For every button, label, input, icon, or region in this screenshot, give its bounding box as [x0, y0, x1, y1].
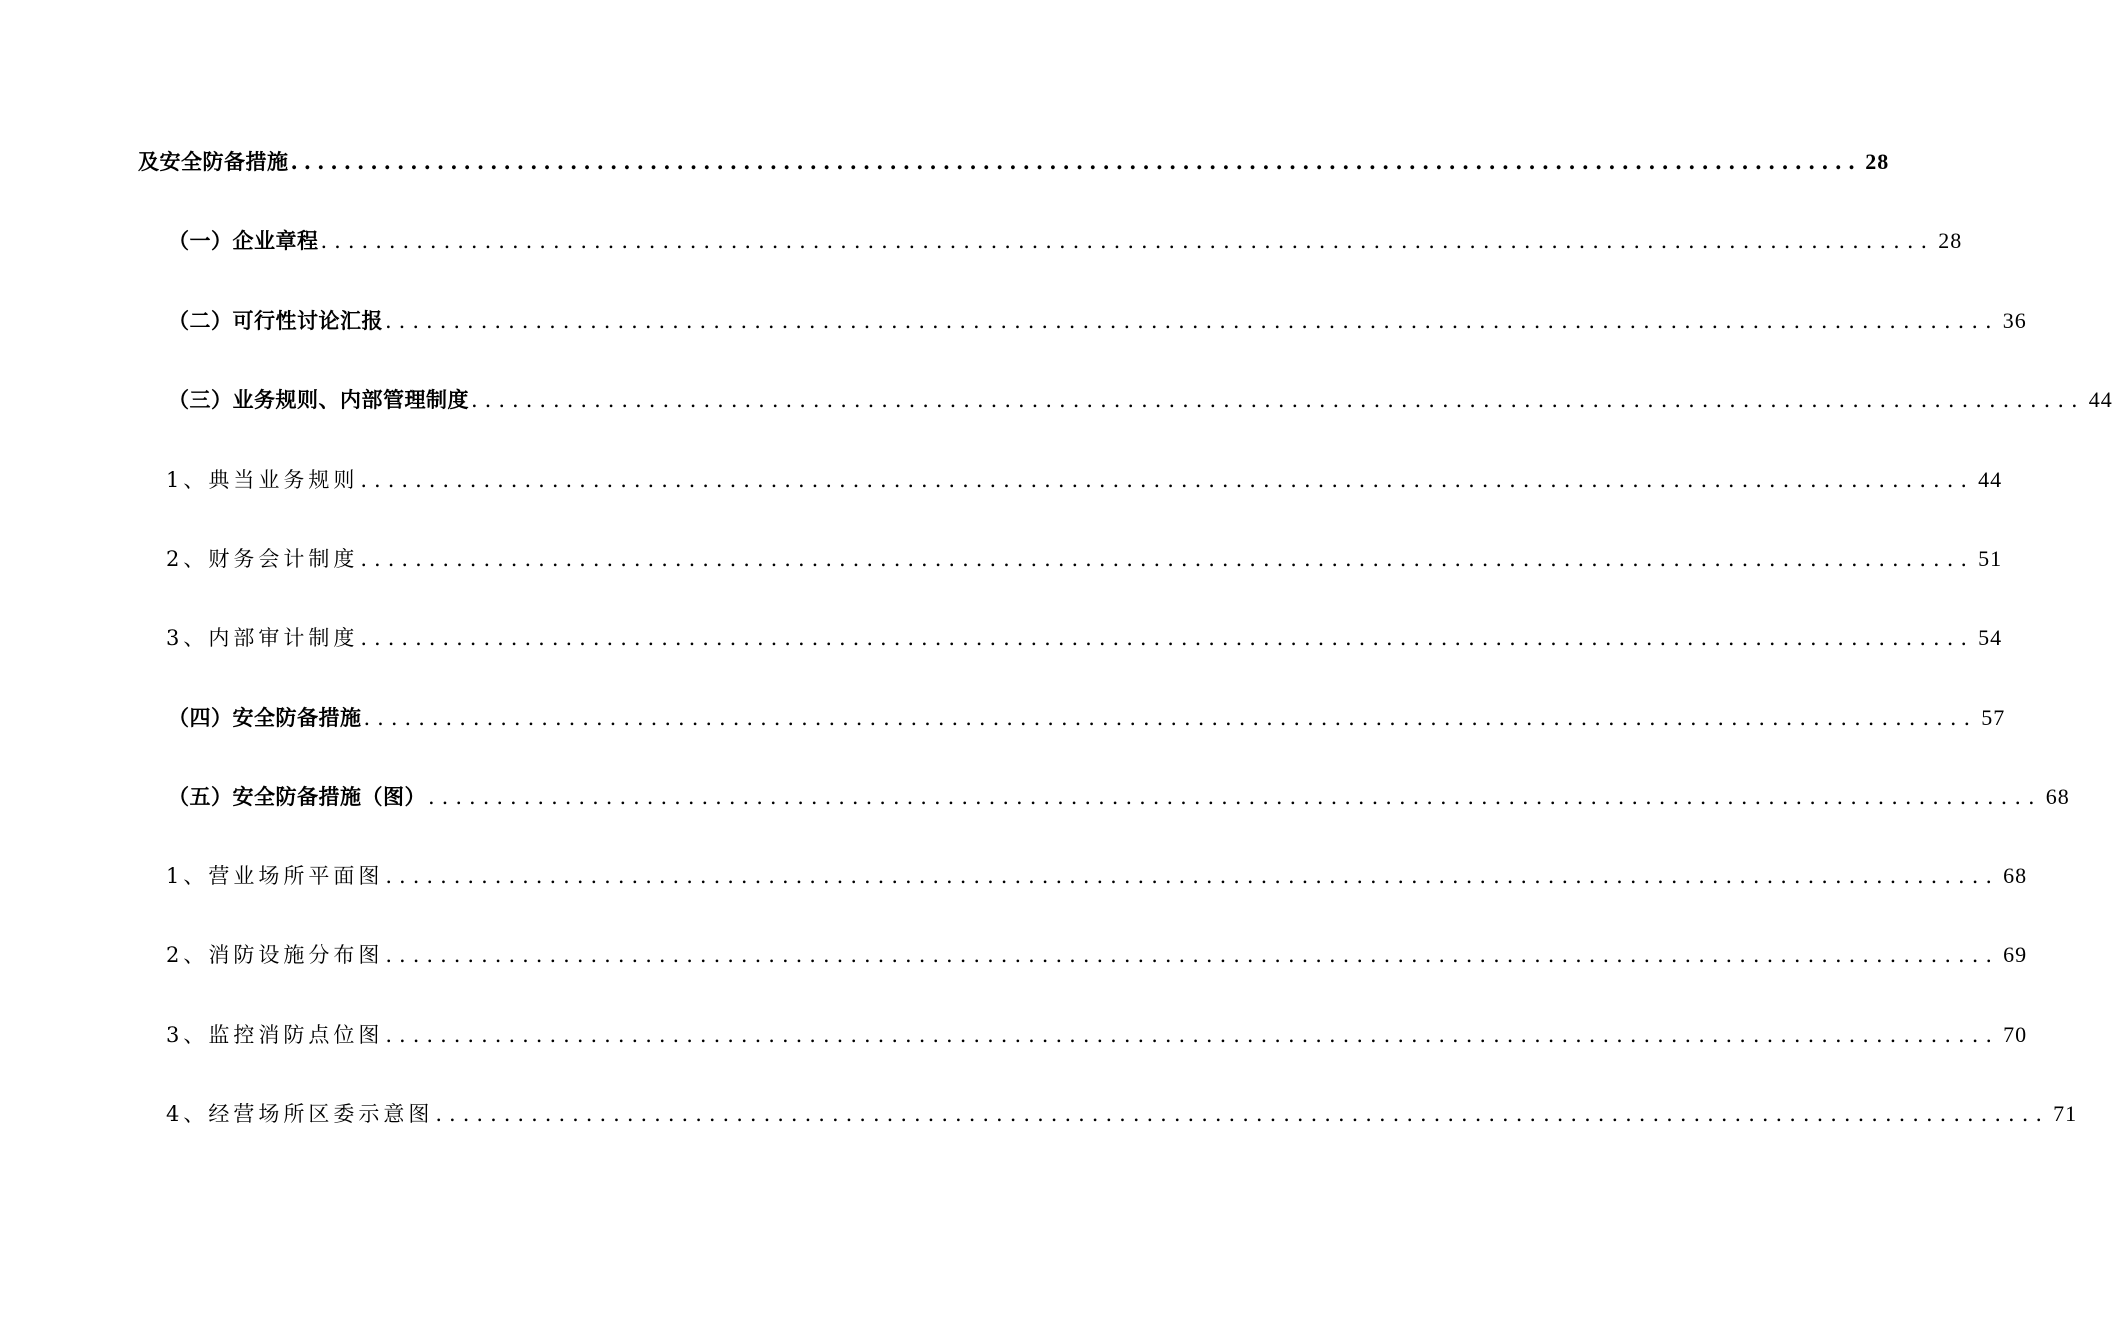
toc-dot-leader: ...................................................................................................................... — [471, 388, 2085, 412]
toc-dot-leader: ...................................................................................................................... — [363, 706, 1978, 730]
toc-entry[interactable] — [138, 146, 1890, 178]
toc-page-number: 68 — [2003, 863, 2028, 888]
toc-page-number: 44 — [2088, 387, 2113, 412]
toc-dot-leader: ...................................................................................................................... — [435, 1102, 2050, 1126]
toc-dot-leader: ...................................................................................................................... — [385, 943, 2000, 967]
toc-dot-leader: ...................................................................................................................... — [360, 547, 1975, 571]
toc-dot-leader: ...................................................................................................................... — [360, 626, 1975, 650]
toc-page-number: 54 — [1978, 625, 2003, 650]
toc-entry[interactable] — [166, 939, 2028, 971]
toc-entry[interactable] — [168, 225, 1963, 257]
toc-page-number: 68 — [2045, 784, 2070, 809]
toc-page-number: 70 — [2003, 1022, 2028, 1047]
toc-entry[interactable] — [166, 1098, 2078, 1130]
toc-entry-title: 及安全防备措施 — [138, 149, 289, 174]
toc-entry-title: 4、经营场所区委示意图 — [166, 1102, 434, 1126]
toc-dot-leader: ...................................................................................................................... — [385, 309, 1999, 333]
toc-entry-title: （三）业务规则、内部管理制度 — [168, 387, 469, 412]
toc-entry[interactable] — [166, 860, 2028, 892]
toc-page-number: 36 — [2002, 308, 2027, 333]
toc-entry[interactable] — [166, 464, 2003, 496]
toc-dot-leader: ...................................................................................................................... — [385, 1023, 2000, 1047]
toc-dot-leader: ...................................................................................................................... — [428, 785, 2042, 809]
toc-dot-leader: ...................................................................................................................... — [360, 468, 1975, 492]
toc-page-number: 69 — [2003, 942, 2028, 967]
toc-entry[interactable] — [168, 384, 2113, 416]
toc-entry-title: （四）安全防备措施 — [168, 705, 362, 730]
toc-entry[interactable] — [166, 1019, 2028, 1051]
toc-dot-leader: ...................................................................................................................... — [290, 149, 1862, 174]
toc-entry-title: （二）可行性讨论汇报 — [168, 308, 383, 333]
toc-entry-title: （一）企业章程 — [168, 228, 319, 253]
toc-entry-title: 3、监控消防点位图 — [166, 1023, 384, 1047]
toc-page-number: 71 — [2053, 1101, 2078, 1126]
toc-page-number: 44 — [1978, 467, 2003, 492]
toc-entry[interactable] — [166, 543, 2003, 575]
toc-dot-leader: ...................................................................................................................... — [385, 864, 2000, 888]
toc-entry[interactable] — [168, 781, 2070, 813]
toc-entry-title: 2、财务会计制度 — [166, 547, 359, 571]
toc-page-number: 57 — [1981, 705, 2006, 730]
toc-entry-title: （五）安全防备措施（图） — [168, 784, 426, 809]
toc-dot-leader: ...................................................................................................................... — [320, 229, 1935, 253]
toc-page-number: 51 — [1978, 546, 2003, 571]
toc-entry-title: 1、典当业务规则 — [166, 468, 359, 492]
toc-entry-title: 2、消防设施分布图 — [166, 943, 384, 967]
toc-entry[interactable] — [166, 622, 2003, 654]
toc-entry-title: 3、内部审计制度 — [166, 626, 359, 650]
toc-page-number: 28 — [1865, 149, 1890, 174]
toc-entry[interactable] — [168, 305, 2027, 337]
toc-page-number: 28 — [1938, 228, 1963, 253]
toc-entry[interactable] — [168, 702, 2006, 734]
toc-entry-title: 1、营业场所平面图 — [166, 864, 384, 888]
